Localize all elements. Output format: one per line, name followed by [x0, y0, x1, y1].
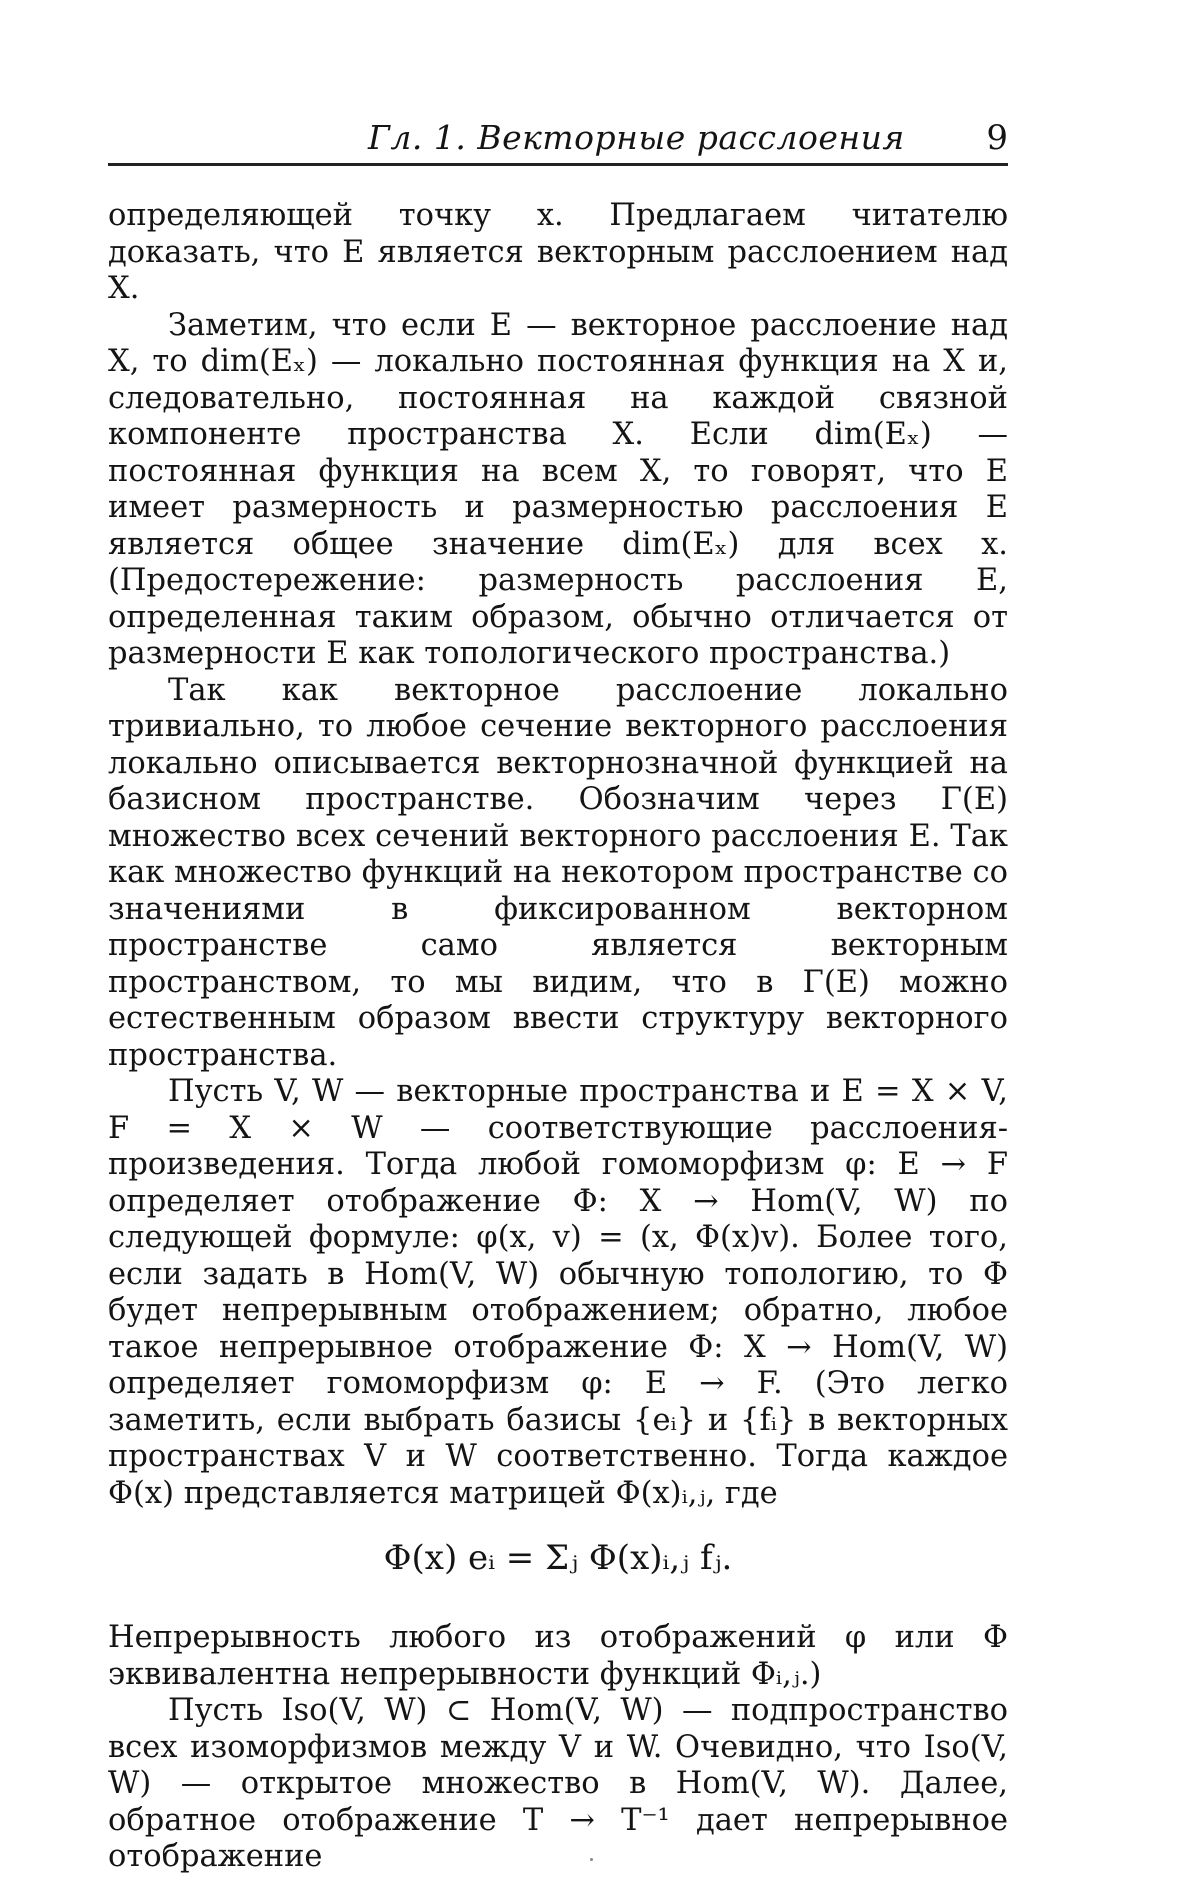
body-text	[108, 198, 1008, 1876]
paragraph-2: Заметим, что если E — векторное расслоение над X, то dim(Eₓ) — локально постоянная функция на X и, следовательно, постоянная на каждой связной компоненте пространства X. Если dim(Eₓ) — постоянная функция на всем X, то говорят, что E имеет размерность и размерностью расслоения E является общее значение dim(Eₓ) для всех x. (Предостережение: размерность расслоения E, определенная таким образом, обычно отличается от размерности E как топологического пространства.)	[108, 307, 1008, 671]
header-rule	[108, 163, 1008, 166]
running-head: Гл. 1. Векторные расслоения	[368, 118, 905, 157]
display-formula: Φ(x) eᵢ = Σⱼ Φ(x)ᵢ,ⱼ fⱼ.	[383, 1538, 733, 1578]
print-speck	[590, 1858, 593, 1861]
paragraph-5: Непрерывность любого из отображений φ или Φ эквивалентна непрерывности функций Φᵢ,ⱼ.)	[108, 1620, 1008, 1692]
page-header	[108, 118, 1008, 168]
paragraph-1: определяющей точку x. Предлагаем читателю доказать, что E является векторным расслоением над X.	[108, 198, 1008, 306]
page-number: 9	[986, 118, 1008, 158]
paragraph-4: Пусть V, W — векторные пространства и E = X × V, F = X × W — соответствующие расслоения-произведения. Тогда любой гомоморфизм φ: E → F определяет отображение Φ: X → Hom(V, W) по следующей формуле: φ(x, v) = (x, Φ(x)v). Более того, если задать в Hom(V, W) обычную топологию, то Φ будет непрерывным отображением; обратно, любое такое непрерывное отображение Φ: X → Hom(V, W) определяет гомоморфизм φ: E → F. (Это легко заметить, если выбрать базисы {eᵢ} и {fᵢ} в векторных пространствах V и W соответственно. Тогда каждое Φ(x) представляется матрицей Φ(x)ᵢ,ⱼ, где	[108, 1074, 1008, 1511]
paragraph-3: Так как векторное расслоение локально тривиально, то любое сечение векторного расслоения локально описывается векторнозначной функцией на базисном пространстве. Обозначим через Γ(E) множество всех сечений векторного расслоения E. Так как множество функций на некотором пространстве со значениями в фиксированном векторном пространстве само является векторным пространством, то мы видим, что в Γ(E) можно естественным образом ввести структуру векторного пространства.	[108, 672, 1008, 1073]
paragraph-6: Пусть Iso(V, W) ⊂ Hom(V, W) — подпространство всех изоморфизмов между V и W. Очевидно, что Iso(V, W) — открытое множество в Hom(V, W). Далее, обратное отображение T → T⁻¹ дает непрерывное отображение	[108, 1693, 1008, 1874]
